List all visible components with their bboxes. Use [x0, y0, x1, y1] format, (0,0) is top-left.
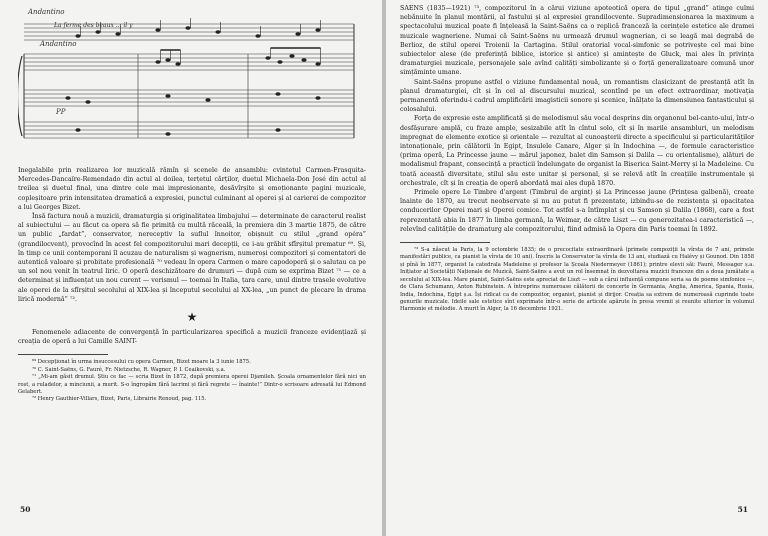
music-score	[18, 6, 366, 156]
tempo-marking-top: Andantino	[28, 8, 65, 16]
footnote: ⁶⁹ Decepționat în urma insuccesului cu opera Carmen, Bizet moare la 3 iunie 1875.	[32, 359, 251, 366]
tempo-marking-mid: Andantino	[40, 40, 77, 48]
left-page	[0, 0, 382, 536]
section-divider-star: ★	[186, 310, 198, 325]
footnote: ⁷⁰ C. Saint-Saëns, G. Fauré, Fr. Nietzsche, R. Wagner, P. I. Ceaikovski, ș.a.	[32, 366, 226, 373]
body-paragraph: Saint-Saëns propune astfel o viziune fundamental nouă, un romantism clasicizant de prestanță atît în planul dramaturgiei, cît și în cel al discursului muzical, scontînd pe un efect extraordinar, motivația permanentă oferindu-i cadrul amplificării imagisticii sonore și scenice, înălțate la dimensiunea fantasticului și colosalului.	[400, 78, 754, 114]
dynamic-marking: PP	[56, 108, 66, 116]
lyric-text: La ferme des beaux ... il y	[54, 22, 133, 29]
body-paragraph: SAENS (1835—1921) ⁷³, compozitorul în a cărui viziune apoteotică opera de tipul „grand” atinge culmi nebănuite în planul montării, al fastului și al expresiei grandilocvente. Supradimensionarea la maximum a spectacolului muzical poate fi înțeleasă la Saint-Saëns ca o replică franceză la cerințele estetice ale dramei muzicale wagneriene. Numai că Saint-Saëns nu urmează drumul wagnerian, ci se leagă mai degrabă de Berlioz, de stilul operei Troienii la Cartagina. Stilul oratorial vocal-simfonic se potrivește cel mai bine subiectelor alese (de preferință biblice, istorice și antice) și amintește de Gluck, mai ales în privința dramaturgiei muzicale, personajele sale avînd calități simbolizante și o forță generalizatoare comună unor simțăminte umane.	[400, 5, 754, 77]
footnote: ⁷² Henry Gauthier-Villars, Bizet, Paris, Librairie Renoud, pag. 115.	[32, 396, 207, 403]
footnote-divider	[18, 354, 108, 355]
body-paragraph: Primele opere Le Timbre d'argent (Timbrul de argint) și La Princesse jaune (Prințesa galbenă), create înainte de 1870, au trecut neobservate și nu au putut fi prezentate, izbindu-se de rezistența și opacitatea conducerilor Operei mari și Operei comice. Tot astfel s-a întîmplat și cu Samson și Dalila (1868), care a fost reprezentată abia în 1877 în limba germană, la Weimar, de către Liszt — cu generozitatea-i caracteristică —, relevînd calitățile de dramaturg ale compozitorului, fiind admisă la Opera din Paris toemai în 1892.	[400, 189, 754, 233]
body-paragraph: Însă factura nouă a muzicii, dramaturgia și originalitatea limbajului — determinate de caracterul realist al subiectului — au făcut ca opera să fie primită cu multă răceală, la premiera din 3 martie 1875, de către un public „fardat”, conservator, nereceptiv la suflul înnoitor, obișnuit cu stilul „grand opéra” (grandilocvent), provocînd în acest fel compozitorului mari decepții, ce i-au grăbit sfîrșitul prematur ⁶⁹. Și, în timp ce unii contemporani îl acuzau de naturalism și wagnerism, numeroși compozitori și comentatori de autentică valoare și probitate profesională ⁷⁰ vedeau în opera Carmen o mare capodoperă și o salutau ca pe un sol nou venit în teatrul liric. O operă deschizătoare de drumuri — după cum se exprima Bizet ⁷¹ — ce a determinat și influențat un nou curent — verismul — toemai în Italia, țara care, unul dintre trasele evolutive ale operei de la sfîrșitul secolului al XIX-lea și începutul secolului al XX-lea, „un punct de plecare în drama lirică modernă” ⁷².	[18, 213, 366, 303]
body-paragraph: Inegalabile prin realizarea lor muzicală rămîn și scenele de ansamblu: cvintetul Carmen-Frasquita-Mercedes-Dancaïre-Remendado din actul al doilea, terțetul cărților, duetul Michaela-Don José din actul al treilea și duetul final, una dintre cele mai impresionante, desăvîrșite și emoționante pagini muzicale, copleșitoare prin intensitatea dramatică a expresiei, punctul culminant al operei și al carierei de compozitor a lui Georges Bizet.	[18, 167, 366, 211]
body-paragraph: Fenomenele adiacente de convergență în particularizarea specifică a muzicii franceze evidențiază și creația de operă a lui Camille SAINT-	[18, 329, 366, 346]
page-number: 51	[737, 505, 748, 514]
page-number: 50	[20, 505, 31, 514]
right-page	[386, 0, 768, 536]
body-paragraph: Forța de expresie este amplificată și de melodismul său vocal desprins din organonul bel-canto-ului, într-o desfășurare amplă, cu fraze ample, sesizabile atît în cîntul solo, cît și în marile ansambluri, un melodism impregnat de elemente exotice și orientale — rezultat al cunoașterii directe a specificului și particularităților intonaționale, prin călătorii în Egipt, Insulele Canare, Alger și în Indochina —, de formule caracteristice (prima operă, La Princesse jaune — mărul japonez, balet din Samson și Dalila — cu orientalisme), alături de modalismul frapant, consecință a practicii îndelungate de organist la Biserica Saint-Merry și la Madeleine. Cu toată această diversitate, stilul său este unitar și personal, și se relevă atît în creațiile instrumentale și orchestrale, cît și în creația de operă abordată mai ales după 1870.	[400, 115, 754, 187]
footnote: ⁷¹ „Mi-am găsit drumul. Știu ce fac — scria Bizet în 1872, după premiera operei Djamileh. Școala ornamentelor fără nici un rost, a ruladelor, a minciunii, a murit. S-o îngropăm fără lacrimi și fără regrete — înainte!” Dintr-o scrisoare adresată lui Edmond Gelabert.	[18, 374, 366, 396]
footnote-divider	[400, 242, 490, 243]
footnote: ⁷³ S-a născut la Paris, la 9 octombrie 1835; de o precocitate extraordinară (primele compoziții la vîrsta de 7 ani, primele manifestări publice, ca pianist la vîrsta de 10 ani). Înscris la Conservator la vîrsta de 13 ani, studiază cu Halévy și Gounod. Din 1858 și pînă în 1877, organist la catedrala Madeleine și profesor la Școala Niedermeyer (1861); printre elevii săi: Fauré, Messager ș.a. Inițiator al Societății Naționale de Muzică, Saint-Saëns a avut un rol însemnat în dezvoltarea muzicii franceze din a doua jumătate a secolului al XIX-lea. Mare pianist, Saint-Saëns este apreciat de Liszt — sub a cărui influență compune seria sa de poeme simfonice —, de Clara Schumann, Anton Rubinstein. A întreprins numeroase călătorii de concerte în Germania, Anglia, America, Spania, Rusia, India, Indochina, Egipt ș.a. Își ridicat ca de compozitor, organist, pianist și dirijor. Creația sa extrem de numeroasă cuprinde toate genurile muzicale. Ideile sale estetice sînt exprimate într-o serie de articole apărute în presa vremii și reunite ulterior în volumul Harmonie et mélodie. A murit în Alger, la 16 decembrie 1921.	[400, 247, 754, 313]
